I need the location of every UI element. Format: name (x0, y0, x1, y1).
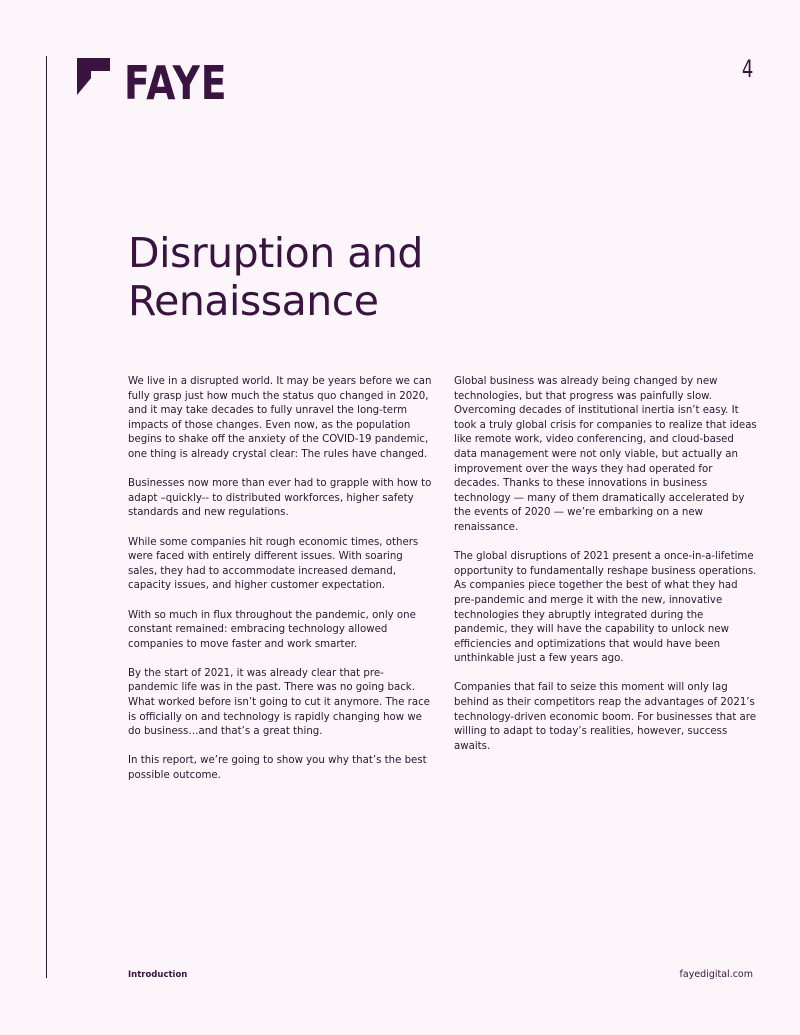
paragraph: The global disruptions of 2021 present a once-in-a-lifetime opportunity to fundamentally reshape business operations. As companies piece together the best of what they had pre-pandemic and merge it with the new, innovative technologies they abruptly integrated during the pandemic, they will have the capability to unlock new efficiencies and optimizations that would have been unthinkable just a few years ago. (454, 551, 757, 665)
page-title (128, 229, 588, 325)
faye-logo-icon (77, 58, 110, 95)
paragraph: Businesses now more than ever had to grapple with how to adapt –quickly-- to distributed workforces, higher safety standards and new regulations. (128, 478, 432, 519)
logo-wordmark: FAYE (124, 56, 228, 110)
paragraph: In this report, we’re going to show you why that’s the best possible outcome. (128, 755, 427, 782)
paragraph: Global business was already being changed by new technologies, but that progress was painfully slow. Overcoming decades of institutional inertia isn’t easy. It took a truly global crisis for companies to realize that ideas like remote work, video conferencing, and cloud-based data management were not only viable, but actually an improvement over the ways they had operated for decades. Thanks to these innovations in business technology — many of them dramatically accelerated by the events of 2020 — we’re embarking on a new renaissance. (454, 376, 757, 533)
right-column (454, 375, 759, 769)
page-number: 4 (741, 55, 753, 83)
title-line-1: Disruption and (128, 229, 423, 277)
title-line-2: Renaissance (128, 277, 379, 325)
left-column (128, 375, 433, 798)
footer-section-label: Introduction (128, 970, 188, 980)
paragraph: Companies that fail to seize this moment will only lag behind as their competitors reap the advantages of 2021’s technology-driven economic boom. For businesses that are willing to adapt to today’s realities, however, success awaits. (454, 682, 757, 752)
paragraph: While some companies hit rough economic times, others were faced with entirely different issues. With soaring sales, they had to accommodate increased demand, capacity issues, and higher customer expectation. (128, 536, 419, 592)
faye-logo (77, 58, 250, 110)
footer-website[interactable]: fayedigital.com (679, 969, 753, 980)
paragraph: With so much in flux throughout the pandemic, only one constant remained: embracing technology allowed companies to move faster and work smarter. (128, 609, 416, 650)
paragraph: By the start of 2021, it was already clear that pre-pandemic life was in the past. There was no going back. What worked before isn’t going to cut it anymore. The race is officially on and technology is rapidly changing how we do business…and that’s a great thing. (128, 667, 430, 738)
paragraph: We live in a disrupted world. It may be years before we can fully grasp just how much the status quo changed in 2020, and it may take decades to fully unravel the long-term impacts of those changes. Even now, as the population begins to shake off the anxiety of the COVID-19 pandemic, one thing is already crystal clear: The rules have changed. (128, 376, 432, 460)
vertical-rule (46, 56, 47, 978)
